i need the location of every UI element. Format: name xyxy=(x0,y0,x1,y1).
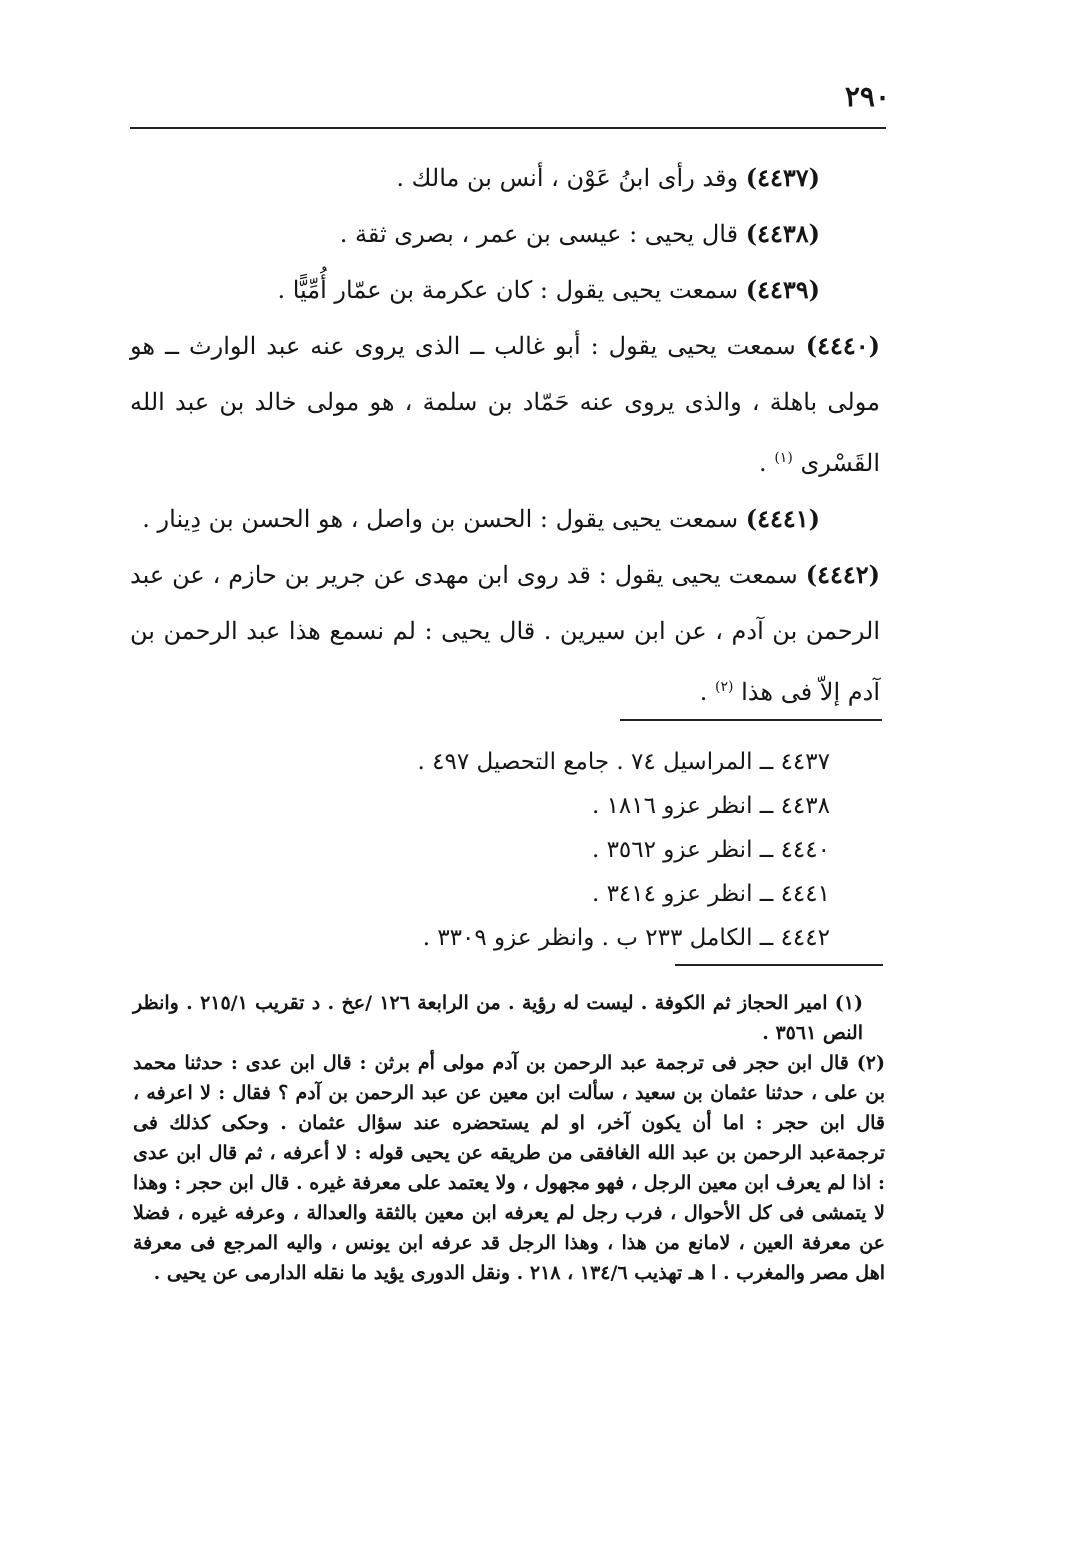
entry xyxy=(130,318,880,491)
footnote: (١) امير الحجاز ثم الكوفة . ليست له رؤية . من الرابعة ١٢٦ /عخ . د تقريب ٢١٥/١ . وانظر النص ٣٥٦١ . xyxy=(133,992,864,1044)
source-line: ٤٤٣٨ ــ انظر عزو ١٨١٦ . xyxy=(591,793,830,819)
source-line: ٤٤٤٠ ــ انظر عزو ٣٥٦٢ . xyxy=(591,837,830,863)
page-number: ٢٩٠ xyxy=(844,80,890,113)
footnote: (٢) قال ابن حجر فى ترجمة عبد الرحمن بن آدم مولى أم برثن : قال ابن عدى : حدثنا محمد بن على ، حدثنا عثمان بن سعيد ، سألت ابن معين عن عبد الرحمن بن آدم ؟ فقال : لا اعرفه ، قال ابن حجر : اما أن يكون آخر، او لم يستحضره عند سؤال عثمان . وحكى كذلك فى ترجمةعبد الرحمن بن عبد الله الغافقى من طريقه عن يحيى قوله : لا أعرفه ، ثم قال ابن عدى : اذا لم يعرف ابن معين الرجل ، فهو مجهول ، ولا يعتمد على معرفة غيره . قال ابن حجر : وهذا لا يتمشى فى كل الأحوال ، فرب رجل لم يعرفه ابن معين بالثقة والعدالة ، وعرفه غيره ، فضلا عن معرفة العين ، لامانع من هذا ، وهذا الرجل قد عرفه ابن يونس ، واليه المرجع فى معرفة اهل مصر والمغرب . ا هـ تهذيب ١٣٤/٦ ، ٢١٨ . ونقل الدورى يؤيد ما نقله الدارمى عن يحيى . xyxy=(133,1052,885,1284)
entry xyxy=(130,262,880,318)
footnote-divider xyxy=(675,964,883,966)
entry-text: سمعت يحيى يقول : كان عكرمة بن عمّار أُمِّيًّا . xyxy=(277,276,739,304)
header-rule xyxy=(130,127,886,129)
source-line: ٤٤٣٧ ــ المراسيل ٧٤ . جامع التحصيل ٤٩٧ . xyxy=(417,749,830,775)
source-line: ٤٤٤٢ ــ الكامل ٢٣٣ ب . وانظر عزو ٣٣٠٩ . xyxy=(422,925,830,951)
main-text xyxy=(130,150,880,720)
entry-number: (٤٤٣٨) xyxy=(745,219,820,248)
entry-number: (٤٤٣٩) xyxy=(745,275,820,304)
footnote-ref: (١) xyxy=(774,450,793,466)
entry-number: (٤٤٤٠) xyxy=(805,331,880,360)
section-divider xyxy=(620,719,882,721)
footnotes xyxy=(133,988,885,1288)
entry-number: (٤٤٣٧) xyxy=(745,163,820,192)
entry-text: سمعت يحيى يقول : أبو غالب ــ الذى يروى عنه عبد الوارث ــ هو مولى باهلة ، والذى يروى عنه حَمّاد بن سلمة ، هو مولى خالد بن عبد الله القَسْرى xyxy=(130,332,880,477)
entry-text: سمعت يحيى يقول : قد روى ابن مهدى عن جرير بن حازم ، عن عبد الرحمن بن آدم ، عن ابن سيرين . قال يحيى : لم نسمع هذا عبد الرحمن بن آدم إلاّ فى هذا xyxy=(130,561,880,706)
source-references xyxy=(300,740,830,960)
entry xyxy=(130,206,880,262)
footnote-ref: (٢) xyxy=(715,679,734,695)
entry-text: وقد رأى ابنُ عَوْن ، أنس بن مالك . xyxy=(396,164,739,192)
entry-number: (٤٤٤١) xyxy=(745,504,820,533)
entry xyxy=(130,491,880,547)
entry xyxy=(130,547,880,720)
entry xyxy=(130,150,880,206)
entry-text: قال يحيى : عيسى بن عمر ، بصرى ثقة . xyxy=(339,220,739,248)
entry-end: . xyxy=(759,449,767,477)
entry-number: (٤٤٤٢) xyxy=(805,560,880,589)
entry-text: سمعت يحيى يقول : الحسن بن واصل ، هو الحسن بن دِينار . xyxy=(142,505,739,533)
source-line: ٤٤٤١ ــ انظر عزو ٣٤١٤ . xyxy=(591,881,830,907)
entry-end: . xyxy=(699,678,708,706)
